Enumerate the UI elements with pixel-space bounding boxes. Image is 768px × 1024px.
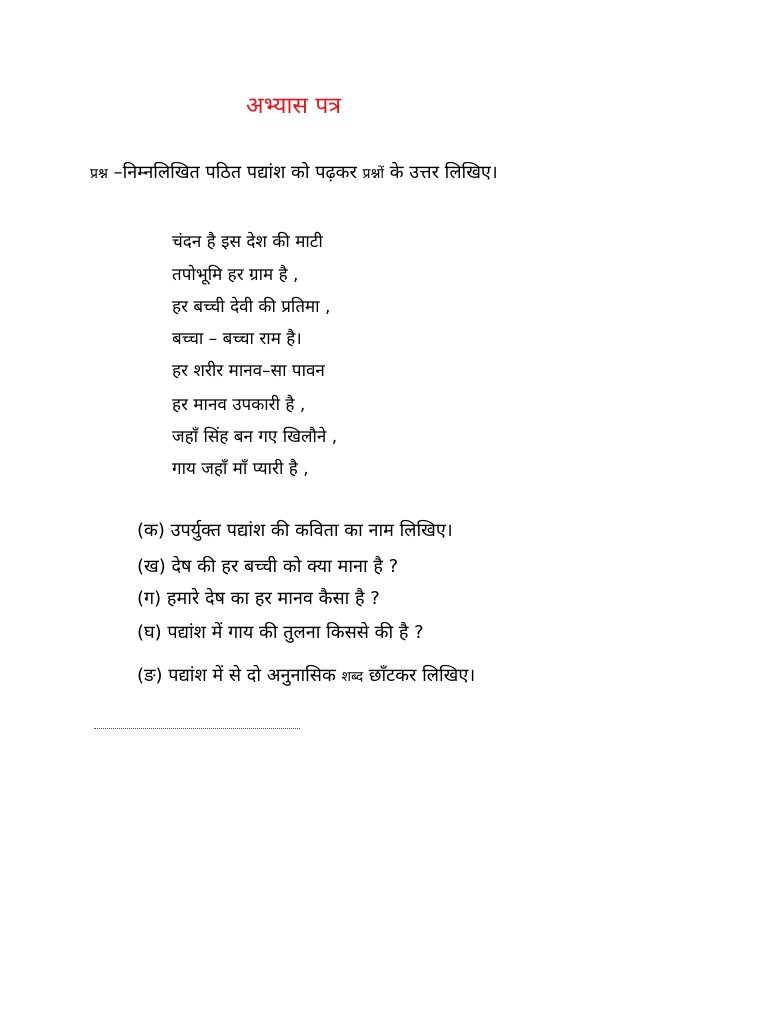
poem-line: हर बच्ची देवी की प्रतिमा , <box>172 297 331 317</box>
question-text-a: –निम्नलिखित पठित पद्यांश को पढ़कर <box>107 162 363 183</box>
question-text-b: के उत्तर लिखिए। <box>384 162 498 183</box>
poem-line: बच्चा – बच्चा राम है। <box>172 329 302 349</box>
poem-line: हर शरीर मानव–सा पावन <box>172 361 325 381</box>
sub-question-kha: (ख) देष की हर बच्ची को क्या माना है ? <box>137 556 399 577</box>
question-word-small: प्रश्नों <box>362 166 385 182</box>
sub-question-nga-word-small: शब्द <box>341 669 364 685</box>
sub-question-nga <box>137 663 475 687</box>
worksheet-title: अभ्यास पत्र <box>246 93 342 119</box>
sub-question-nga-part-a: (ङ) पद्यांश में से दो अनुनासिक <box>137 665 342 686</box>
poem-line: तपोभूमि हर ग्राम है , <box>172 265 299 285</box>
sub-question-ka: (क) उपर्युक्त पद्यांश की कविता का नाम लिखिए। <box>137 520 453 541</box>
dotted-divider <box>94 728 300 729</box>
main-question <box>90 160 498 184</box>
poem-line: हर मानव उपकारी है , <box>172 395 306 415</box>
sub-question-ga: (ग) हमारे देष का हर मानव कैसा है ? <box>137 588 380 609</box>
poem-line: जहाँ सिंह बन गए खिलौने , <box>172 427 338 447</box>
sub-question-nga-part-b: छाँटकर लिखिए। <box>363 665 476 686</box>
question-prefix: प्रश्न <box>90 166 108 182</box>
sub-question-gha: (घ) पद्यांश में गाय की तुलना किससे की है ? <box>137 622 424 643</box>
poem-line: गाय जहाँ माँ प्यारी है , <box>172 459 309 479</box>
poem-line: चंदन है इस देश की माटी <box>172 232 323 252</box>
